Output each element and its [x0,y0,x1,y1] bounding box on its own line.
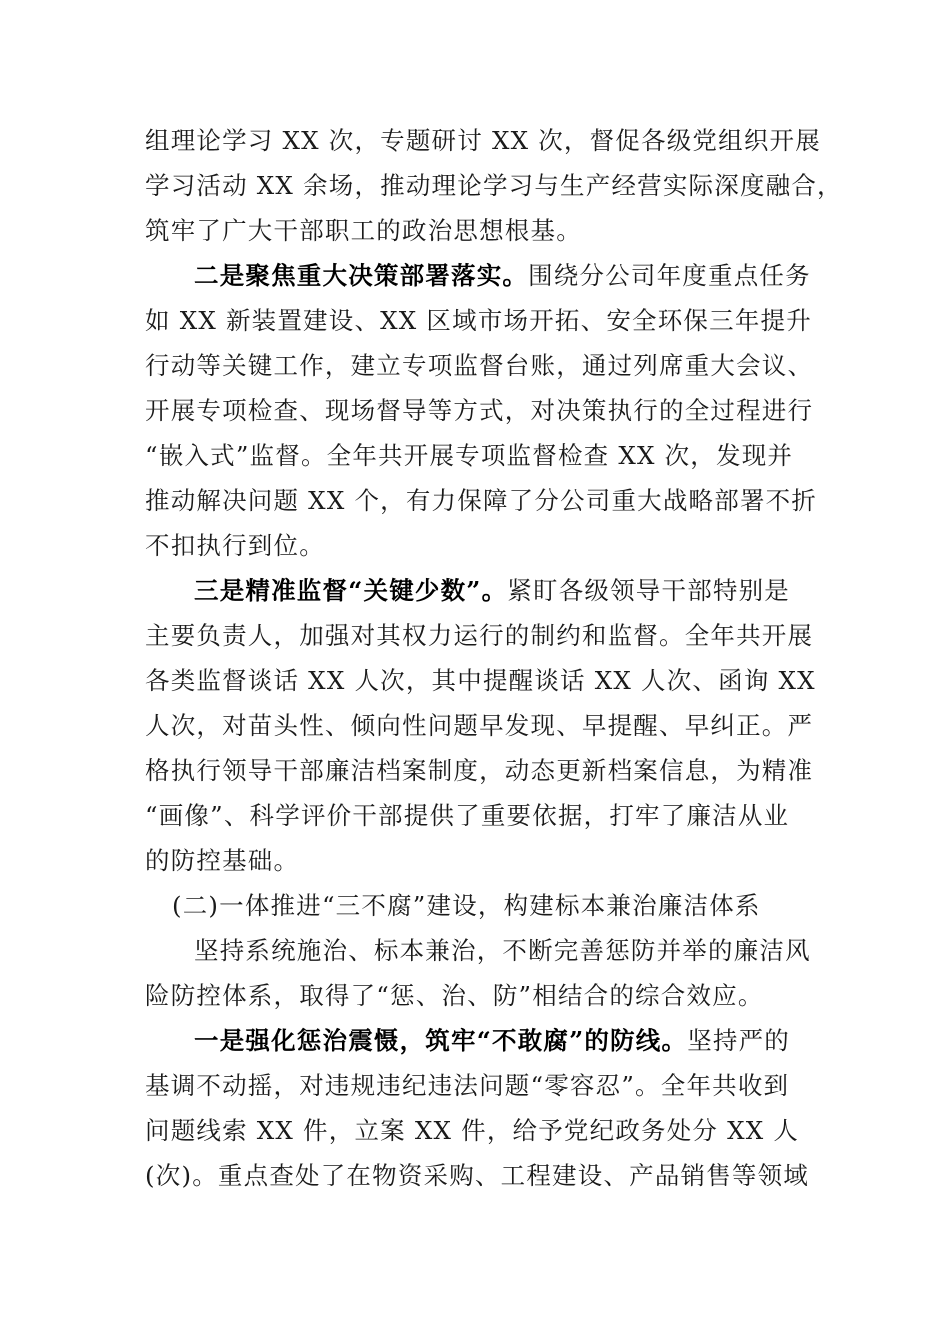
paragraph-section-intro [145,928,811,1018]
text-line: 坚持系统施治、标本兼治，不断完善惩防并举的廉洁风 [194,936,811,965]
text-run: 紧盯各级领导干部特别是 [507,576,790,605]
text-line: 主要负责人，加强对其权力运行的制约和监督。全年共开展 [145,621,814,650]
text-line: 的防控基础。 [145,846,300,875]
document-page [145,118,843,1198]
text-line: 行动等关键工作，建立专项监督台账，通过列席重大会议、 [145,351,814,380]
section-heading [145,883,807,928]
text-line: 人次，对苗头性、倾向性问题早发现、早提醒、早纠正。严 [145,711,814,740]
text-line [145,568,807,613]
paragraph-major-decisions [145,253,818,568]
text-line [145,1018,807,1063]
text-line: 筑牢了广大干部职工的政治思想根基。 [145,216,582,245]
text-line: “画像”、科学评价干部提供了重要依据，打牢了廉洁从业 [145,801,790,830]
text-line: 各类监督谈话 XX 人次，其中提醒谈话 XX 人次、函询 XX [145,666,816,695]
text-line: (次)。重点查处了在物资采购、工程建设、产品销售等领域 [145,1161,810,1190]
text-line: 基调不动摇，对违规违纪违法问题“零容忍”。全年共收到 [145,1071,790,1100]
paragraph-punishment-deterrence [145,1018,810,1198]
paragraph-key-minority [145,568,816,883]
text-line: 如 XX 新装置建设、XX 区域市场开拓、安全环保三年提升 [145,306,812,335]
text-line: 格执行领导干部廉洁档案制度，动态更新档案信息，为精准 [145,756,814,785]
text-line: 开展专项检查、现场督导等方式，对决策执行的全过程进行 [145,396,814,425]
text-line: 学习活动 XX 余场，推动理论学习与生产经营实际深度融合， [145,171,843,200]
text-run: 坚持严的 [687,1026,790,1055]
text-line: 组理论学习 XX 次，专题研讨 XX 次，督促各级党组织开展 [145,126,821,155]
text-line: 推动解决问题 XX 个，有力保障了分公司重大战略部署不折 [145,486,818,515]
paragraph-theory-study [145,118,843,253]
text-line: 不扣执行到位。 [145,531,325,560]
text-run: 围绕分公司年度重点任务 [528,261,811,290]
text-line: 险防控体系，取得了“惩、治、防”相结合的综合效应。 [145,981,764,1010]
paragraph-lead-heading: 一是强化惩治震慑，筑牢“不敢腐”的防线。 [194,1026,688,1055]
section-heading-text: (二)一体推进“三不腐”建设，构建标本兼治廉洁体系 [171,891,761,920]
paragraph-lead-heading: 二是聚焦重大决策部署落实。 [194,261,529,290]
text-line [145,253,811,298]
paragraph-lead-heading: 三是精准监督“关键少数”。 [194,576,508,605]
text-line: 问题线索 XX 件，立案 XX 件，给予党纪政务处分 XX 人 [145,1116,800,1145]
text-line: “嵌入式”监督。全年共开展专项监督检查 XX 次，发现并 [145,441,794,470]
